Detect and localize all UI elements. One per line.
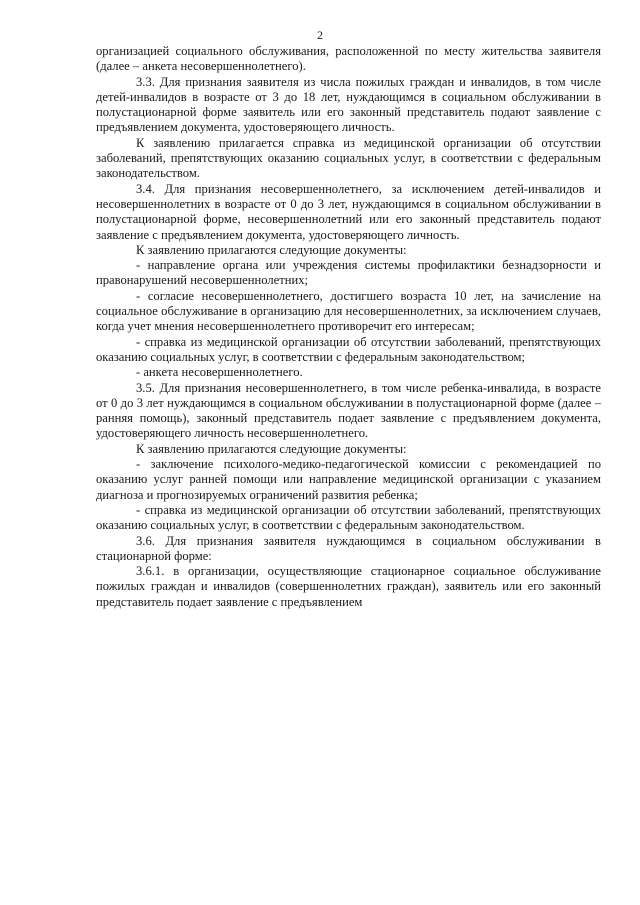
paragraph: 3.6. Для признания заявителя нуждающимся в социальном обслуживании в стационарной форме:	[96, 533, 601, 563]
paragraph: 3.4. Для признания несовершеннолетнего, за исключением детей-инвалидов и несовершеннолетних в возрасте от 0 до 3 лет, нуждающимся в социальном обслуживании в полустационарной форме, несовершеннолетний или его законный представитель подают заявление с предъявлением документа, удостоверяющего личность.	[96, 181, 601, 242]
page-number: 2	[317, 28, 323, 42]
paragraph: - заключение психолого-медико-педагогической комиссии с рекомендацией по оказанию услуг ранней помощи или направление медицинской организации с указанием диагноза и прогнозируемых ограничений развития ребенка;	[96, 457, 601, 502]
paragraph: К заявлению прилагается справка из медицинской организации об отсутствии заболеваний, препятствующих оказанию социальных услуг, в соответствии с федеральным законодательством.	[96, 135, 601, 181]
paragraph: - справка из медицинской организации об отсутствии заболеваний, препятствующих оказанию социальных услуг, в соответствии с федеральным законодательством.	[96, 502, 601, 533]
paragraph: К заявлению прилагаются следующие документы:	[136, 242, 407, 257]
document-body	[96, 44, 601, 610]
paragraph: организацией социального обслуживания, расположенной по месту жительства заявителя (далее – анкета несовершеннолетнего).	[96, 44, 601, 74]
paragraph: - согласие несовершеннолетнего, достигшего возраста 10 лет, на зачисление на социальное обслуживание в организацию для несовершеннолетних, за исключением случаев, когда учет мнения несовершеннолетнего противоречит его интересам;	[96, 288, 601, 334]
paragraph: - справка из медицинской организации об отсутствии заболеваний, препятствующих оказанию социальных услуг, в соответствии с федеральным законодательством;	[96, 334, 601, 364]
paragraph: 3.6.1. в организации, осуществляющие стационарное социальное обслуживание пожилых граждан и инвалидов (совершеннолетних граждан), заявитель или его законный представитель подает заявление с предъявлением	[96, 564, 601, 609]
paragraph: 3.3. Для признания заявителя из числа пожилых граждан и инвалидов, в том числе детей-инвалидов в возрасте от 3 до 18 лет, нуждающимся в социальном обслуживании в полустационарной форме заявитель или его законный представитель подают заявление с предъявлением документа, удостоверяющего личность.	[96, 74, 601, 135]
paragraph: - анкета несовершеннолетнего.	[136, 365, 303, 380]
paragraph: - направление органа или учреждения системы профилактики безнадзорности и правонарушений несовершеннолетних;	[96, 258, 601, 288]
paragraph: 3.5. Для признания несовершеннолетнего, в том числе ребенка-инвалида, в возрасте от 0 до 3 лет нуждающимся в социальном обслуживании в полустационарной форме (далее – ранняя помощь), законный представитель подает заявление с предъявлением документа, удостоверяющего личность несовершеннолетнего.	[96, 380, 601, 441]
paragraph: К заявлению прилагаются следующие документы:	[136, 441, 407, 456]
